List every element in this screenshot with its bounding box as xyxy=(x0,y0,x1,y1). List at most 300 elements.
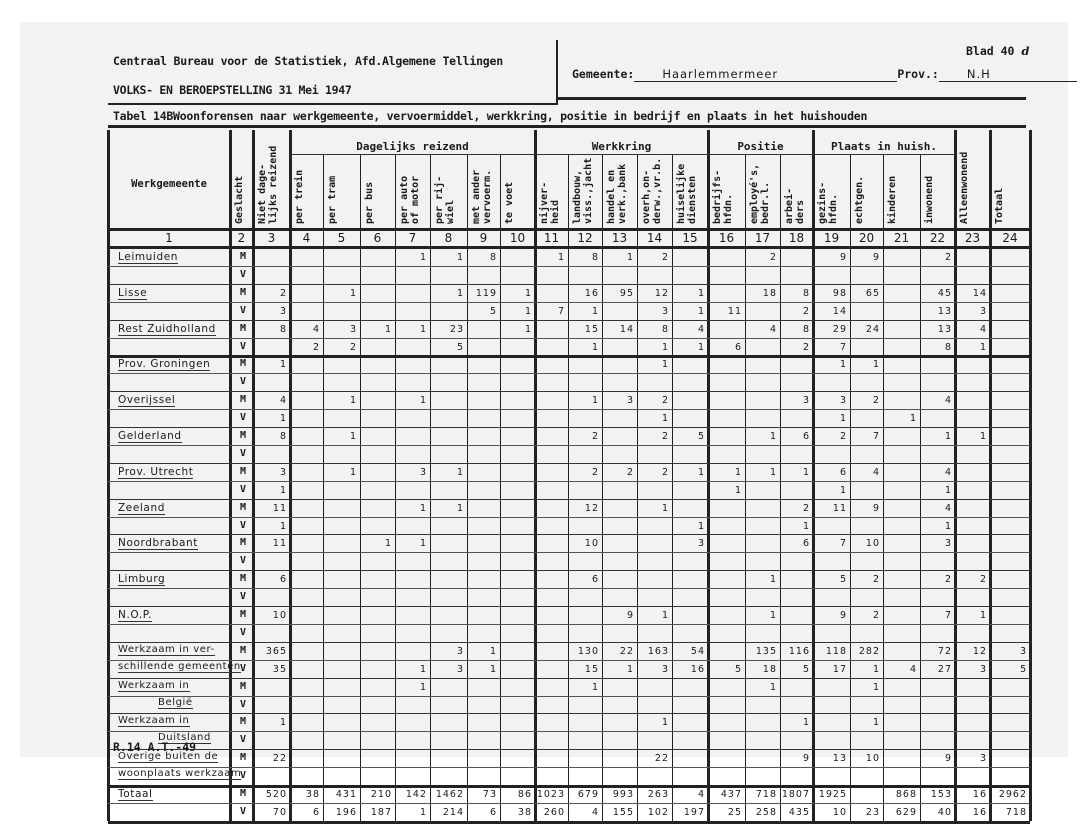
cell-value: 1 xyxy=(769,681,777,693)
sex-v: V xyxy=(239,555,247,567)
cell-value: 1 xyxy=(769,431,777,442)
cell-value: 142 xyxy=(405,789,427,800)
cell-value: 3 xyxy=(279,466,287,478)
cell-value: 70 xyxy=(272,806,287,818)
cell-value: 23 xyxy=(449,323,464,335)
column-rule xyxy=(883,154,884,821)
cell-value: 13 xyxy=(937,323,952,335)
cell-value: 1 xyxy=(697,287,705,299)
column-header-3: Niet dage- lijks reizend xyxy=(257,145,279,224)
cell-value: 10 xyxy=(272,610,287,621)
cell-value: 1 xyxy=(661,341,669,353)
column-number: 23 xyxy=(964,231,981,245)
sex-v: V xyxy=(239,805,247,817)
column-header-24: Totaal xyxy=(994,187,1005,224)
column-number: 11 xyxy=(543,231,560,245)
column-header-23: Alleenwonend xyxy=(959,151,970,224)
cell-value: 116 xyxy=(788,645,810,657)
column-number: 5 xyxy=(337,231,346,245)
cell-value: 98 xyxy=(832,287,847,299)
group-plaats-in-huish: Plaats in huish. xyxy=(831,140,937,153)
cell-value: 1 xyxy=(909,413,917,425)
cell-value: 2 xyxy=(979,574,987,586)
column-header-9: met ander vervoerm. xyxy=(471,169,493,224)
cell-value: 1 xyxy=(489,663,497,675)
cell-value: 3 xyxy=(979,305,987,317)
column-number: 18 xyxy=(788,231,805,245)
cell-value: 3 xyxy=(802,395,810,407)
cell-value: 718 xyxy=(1005,806,1027,818)
cell-value: 10 xyxy=(865,753,880,765)
cell-value: 16 xyxy=(972,789,987,800)
cell-value: 2 xyxy=(349,341,357,353)
cell-value: 27 xyxy=(937,663,952,675)
sex-v: V xyxy=(239,626,247,638)
cell-value: 9 xyxy=(839,252,847,263)
cell-value: 9 xyxy=(802,753,810,765)
column-header-11: nijver- heid xyxy=(539,181,561,224)
cell-value: 437 xyxy=(720,789,742,800)
cell-value: 8 xyxy=(802,323,810,335)
cell-value: 8 xyxy=(279,323,287,335)
row-rule xyxy=(108,570,1030,571)
cell-value: 12 xyxy=(654,287,669,299)
row-label: Limburg xyxy=(118,573,166,586)
row-label: Overijssel xyxy=(118,394,176,407)
cell-value: 1 xyxy=(661,610,669,621)
column-header-13: handel en verk.,bank xyxy=(606,163,628,224)
cell-value: 1 xyxy=(802,466,810,478)
cell-value: 7 xyxy=(872,431,880,442)
cell-value: 2 xyxy=(872,610,880,621)
cell-value: 629 xyxy=(895,806,917,818)
cell-value: 4 xyxy=(697,323,705,335)
census-title: VOLKS- EN BEROEPSTELLING 31 Mei 1947 xyxy=(113,83,352,97)
cell-value: 1 xyxy=(591,305,599,317)
sex-v: V xyxy=(239,734,247,746)
row-label: Gelderland xyxy=(118,430,182,442)
cell-value: 102 xyxy=(647,806,669,818)
cell-value: 22 xyxy=(654,753,669,765)
cell-value: 6 xyxy=(312,806,320,818)
prov-value: N.H xyxy=(939,67,1077,82)
row-rule xyxy=(108,266,1030,267)
column-header-19: gezins- hfdn. xyxy=(817,181,839,224)
cell-value: 14 xyxy=(832,305,847,317)
cell-value: 520 xyxy=(265,789,287,800)
cell-value: 7 xyxy=(839,538,847,550)
sheet-number xyxy=(966,44,1029,58)
row-rule xyxy=(108,427,1030,428)
cell-value: 65 xyxy=(865,287,880,299)
cell-value: 6 xyxy=(802,431,810,442)
cell-value: 1 xyxy=(419,395,427,407)
cell-value: 119 xyxy=(475,287,497,299)
cell-value: 4 xyxy=(979,323,987,335)
column-number: 19 xyxy=(823,231,840,245)
column-rule xyxy=(323,154,324,821)
cell-value: 1 xyxy=(456,466,464,478)
cell-value: 435 xyxy=(788,806,810,818)
cell-value: 4 xyxy=(944,466,952,478)
form-code: R.14 A.T.-49 xyxy=(113,740,197,754)
row-rule xyxy=(108,534,1030,535)
column-header-21: kinderen xyxy=(887,175,898,224)
cell-value: 6 xyxy=(839,466,847,478)
cell-value: 2 xyxy=(312,341,320,353)
cell-value: 3 xyxy=(279,305,287,317)
cell-value: 155 xyxy=(612,806,634,818)
cell-value: 9 xyxy=(626,610,634,621)
cell-value: 23 xyxy=(865,806,880,818)
row-label-continued: woonplaats werkzaam xyxy=(118,768,242,780)
cell-value: 1 xyxy=(944,431,952,442)
cell-value: 3 xyxy=(1019,645,1027,657)
cell-value: 3 xyxy=(661,305,669,317)
cell-value: 24 xyxy=(865,323,880,335)
row-rule xyxy=(108,409,1030,410)
cell-value: 130 xyxy=(577,645,599,657)
row-rule xyxy=(108,803,1030,804)
cell-value: 1 xyxy=(384,538,392,550)
cell-value: 4 xyxy=(944,395,952,407)
column-number: 9 xyxy=(479,231,488,245)
row-rule xyxy=(108,463,1030,464)
cell-value: 3 xyxy=(697,538,705,550)
cell-value: 13 xyxy=(937,305,952,317)
row-label: Rest Zuidholland xyxy=(118,322,216,335)
row-label: Werkzaam in ver- xyxy=(118,643,215,655)
column-number: 22 xyxy=(929,231,946,245)
sex-v: V xyxy=(239,519,247,531)
column-number: 24 xyxy=(1002,231,1018,245)
cell-value: 1 xyxy=(419,323,427,335)
cell-value: 1 xyxy=(697,520,705,532)
gemeente-field xyxy=(572,67,1077,82)
row-label: Prov. Groningen xyxy=(118,358,211,371)
column-number: 15 xyxy=(682,231,698,245)
cell-value: 1 xyxy=(769,466,777,478)
cell-value: 1 xyxy=(384,323,392,335)
cell-value: 1 xyxy=(626,663,634,675)
cell-value: 2 xyxy=(802,502,810,514)
column-header-4: per trein xyxy=(294,169,305,224)
group-werkkring: Werkkring xyxy=(591,140,652,153)
cell-value: 12 xyxy=(972,645,987,657)
sex-m: M xyxy=(239,609,247,620)
gemeente-value: Haarlemmermeer xyxy=(634,67,897,82)
cell-value: 4 xyxy=(591,806,599,818)
blad-suffix: d xyxy=(1021,44,1030,58)
column-rule xyxy=(360,154,361,821)
sex-v: V xyxy=(239,770,247,782)
cell-value: 9 xyxy=(839,610,847,621)
cell-value: 16 xyxy=(584,287,599,299)
cell-value: 1 xyxy=(456,252,464,263)
column-rule xyxy=(500,154,501,821)
cell-value: 5 xyxy=(456,341,464,353)
cell-value: 5 xyxy=(802,663,810,675)
row-rule xyxy=(108,284,1030,285)
cell-value: 1 xyxy=(944,520,952,532)
cell-value: 1 xyxy=(419,681,427,693)
cell-value: 1 xyxy=(769,610,777,621)
sex-v: V xyxy=(239,698,247,710)
column-number: 17 xyxy=(754,231,771,245)
cell-value: 187 xyxy=(370,806,392,818)
sex-m: M xyxy=(239,788,247,799)
cell-value: 1 xyxy=(419,502,427,514)
cell-value: 2 xyxy=(839,431,847,442)
column-number: 14 xyxy=(646,231,663,245)
cell-value: 868 xyxy=(895,789,917,800)
cell-value: 1 xyxy=(419,538,427,550)
cell-value: 11 xyxy=(272,538,287,550)
row-rule xyxy=(108,678,1030,679)
cell-value: 1 xyxy=(661,717,669,729)
row-rule xyxy=(108,713,1030,714)
header-divider xyxy=(556,40,558,103)
row-rule xyxy=(108,642,1030,643)
cell-value: 2 xyxy=(591,431,599,442)
cell-value: 14 xyxy=(972,287,987,299)
row-rule xyxy=(108,320,1030,321)
row-rule xyxy=(108,749,1030,750)
sex-m: M xyxy=(239,286,247,298)
cell-value: 1 xyxy=(279,717,287,729)
cell-value: 1 xyxy=(661,359,669,371)
cell-value: 135 xyxy=(755,645,777,657)
cell-value: 18 xyxy=(762,663,777,675)
cell-value: 1 xyxy=(349,287,357,299)
cell-value: 5 xyxy=(489,305,497,317)
cell-value: 1 xyxy=(349,431,357,442)
sex-m: M xyxy=(239,430,247,441)
group-dagelijks-reizend: Dagelijks reizend xyxy=(356,140,469,153)
column-number: 10 xyxy=(509,231,526,245)
cell-value: 196 xyxy=(335,806,357,818)
cell-value: 5 xyxy=(839,574,847,586)
sex-m: M xyxy=(239,537,247,549)
sex-v: V xyxy=(239,376,247,388)
cell-value: 282 xyxy=(858,645,880,657)
cell-value: 35 xyxy=(272,663,287,675)
cell-value: 38 xyxy=(517,806,532,818)
cell-value: 2 xyxy=(802,305,810,317)
cell-value: 1 xyxy=(839,359,847,371)
cell-value: 214 xyxy=(442,806,464,818)
cell-value: 2 xyxy=(661,252,669,263)
cell-value: 1 xyxy=(591,395,599,407)
cell-value: 2 xyxy=(944,574,952,586)
cell-value: 25 xyxy=(727,806,742,818)
row-label: Noordbrabant xyxy=(118,537,198,550)
gemeente-label: Gemeente: xyxy=(572,67,635,81)
cell-value: 10 xyxy=(584,538,599,550)
cell-value: 22 xyxy=(619,645,634,657)
sex-v: V xyxy=(239,662,247,674)
column-number: 6 xyxy=(373,231,382,245)
cell-value: 73 xyxy=(482,789,497,800)
row-rule xyxy=(108,767,1030,768)
cell-value: 17 xyxy=(832,663,847,675)
cell-value: 5 xyxy=(697,431,705,442)
cell-value: 1925 xyxy=(818,789,847,800)
cell-value: 72 xyxy=(937,645,952,657)
cell-value: 9 xyxy=(944,753,952,765)
cell-value: 4 xyxy=(279,395,287,407)
cell-value: 11 xyxy=(832,502,847,514)
cell-value: 3 xyxy=(456,645,464,657)
cell-value: 7 xyxy=(557,305,565,317)
cell-value: 258 xyxy=(755,806,777,818)
cell-value: 29 xyxy=(832,323,847,335)
header-rule-left xyxy=(108,103,558,105)
column-number: 12 xyxy=(577,231,593,245)
sex-m: M xyxy=(239,394,247,406)
sex-m: M xyxy=(239,752,247,764)
table-title: Tabel 14BWoonforensen naar werkgemeente, vervoermiddel, werkkring, positie in bedrijf en plaats in het huishouden xyxy=(113,109,868,123)
cell-value: 10 xyxy=(865,538,880,550)
cell-value: 16 xyxy=(690,663,705,675)
number-row-rule xyxy=(108,246,1030,249)
sex-v: V xyxy=(239,304,247,316)
cell-value: 2962 xyxy=(998,789,1027,800)
cell-value: 260 xyxy=(543,806,565,818)
cell-value: 3 xyxy=(839,395,847,407)
cell-value: 4 xyxy=(769,323,777,335)
cell-value: 8 xyxy=(279,431,287,442)
cell-value: 5 xyxy=(1019,663,1027,675)
cell-value: 1 xyxy=(769,574,777,586)
row-label: Lisse xyxy=(118,286,148,299)
sex-m: M xyxy=(239,322,247,334)
cell-value: 210 xyxy=(370,789,392,800)
cell-value: 1 xyxy=(456,287,464,299)
cell-value: 1 xyxy=(419,806,427,818)
column-header-2: Geslacht xyxy=(234,175,245,224)
cell-value: 2 xyxy=(591,466,599,478)
group-positie: Positie xyxy=(737,140,784,153)
cell-value: 3 xyxy=(349,323,357,335)
column-number: 8 xyxy=(444,231,453,245)
cell-value: 1 xyxy=(489,645,497,657)
sex-m: M xyxy=(239,644,247,656)
row-label: Werkzaam in xyxy=(118,715,190,727)
cell-value: 2 xyxy=(661,395,669,407)
cell-value: 2 xyxy=(626,466,634,478)
cell-value: 1 xyxy=(979,610,987,621)
cell-value: 6 xyxy=(802,538,810,550)
cell-value: 1 xyxy=(734,466,742,478)
cell-value: 1 xyxy=(697,466,705,478)
cell-value: 2 xyxy=(944,252,952,263)
cell-value: 3 xyxy=(419,466,427,478)
cell-value: 431 xyxy=(335,789,357,800)
cell-value: 16 xyxy=(972,806,987,818)
cell-value: 4 xyxy=(944,502,952,514)
cell-value: 1 xyxy=(349,466,357,478)
row-rule xyxy=(108,517,1030,518)
column-header-20: echtgen. xyxy=(854,175,865,224)
cell-value: 3 xyxy=(979,753,987,765)
row-rule xyxy=(108,696,1030,697)
column-header-18: arbei- ders xyxy=(784,187,806,224)
row-label: Totaal xyxy=(118,788,153,800)
cell-value: 15 xyxy=(584,323,599,335)
cell-value: 4 xyxy=(909,663,917,675)
sex-v: V xyxy=(239,447,247,459)
column-rule xyxy=(672,154,673,821)
cell-value: 4 xyxy=(312,323,320,335)
cell-value: 1 xyxy=(524,287,532,299)
cell-value: 2 xyxy=(661,466,669,478)
row-label-continued: schillende gemeenten xyxy=(118,660,241,672)
cell-value: 1 xyxy=(279,359,287,371)
row-label: Werkzaam in xyxy=(118,679,190,691)
institution-line: Centraal Bureau voor de Statistiek, Afd.Algemene Tellingen xyxy=(113,54,503,68)
cell-value: 2 xyxy=(802,341,810,353)
table-bottom-rule xyxy=(108,821,1030,824)
cell-value: 86 xyxy=(517,789,532,800)
cell-value: 10 xyxy=(832,806,847,818)
cell-value: 1 xyxy=(802,717,810,729)
cell-value: 1 xyxy=(279,484,287,496)
row-label-continued: België xyxy=(158,696,193,708)
cell-value: 3 xyxy=(661,663,669,675)
column-header-8: per rij- wiel xyxy=(434,175,456,224)
column-number: 1 xyxy=(165,231,173,245)
cell-value: 1 xyxy=(802,520,810,532)
cell-value: 163 xyxy=(647,645,669,657)
sex-m: M xyxy=(239,465,247,477)
column-number: 7 xyxy=(408,231,417,245)
cell-value: 2 xyxy=(872,574,880,586)
cell-value: 8 xyxy=(591,252,599,263)
cell-value: 14 xyxy=(619,323,634,335)
cell-value: 1 xyxy=(524,323,532,335)
cell-value: 7 xyxy=(944,610,952,621)
sex-v: V xyxy=(239,483,247,495)
cell-value: 718 xyxy=(755,789,777,800)
cell-value: 1 xyxy=(734,484,742,496)
column-number: 2 xyxy=(237,231,246,245)
prov-label: Prov.: xyxy=(897,67,939,81)
sex-v: V xyxy=(239,340,247,352)
cell-value: 1807 xyxy=(781,789,810,800)
sex-m: M xyxy=(239,501,247,513)
cell-value: 1 xyxy=(456,502,464,514)
cell-value: 1 xyxy=(349,395,357,407)
cell-value: 1 xyxy=(524,305,532,317)
cell-value: 40 xyxy=(937,806,952,818)
cell-value: 1 xyxy=(872,359,880,371)
cell-value: 18 xyxy=(762,287,777,299)
column-header-22: inwonend xyxy=(924,175,935,224)
row-rule xyxy=(108,606,1030,607)
group-header-rule xyxy=(290,154,955,155)
cell-value: 6 xyxy=(591,574,599,586)
cell-value: 3 xyxy=(626,395,634,407)
blad-label: Blad 40 xyxy=(966,44,1015,58)
column-number: 20 xyxy=(858,231,875,245)
cell-value: 679 xyxy=(577,789,599,800)
row-rule xyxy=(108,481,1030,482)
cell-value: 8 xyxy=(802,287,810,299)
cell-value: 8 xyxy=(944,341,952,353)
cell-value: 13 xyxy=(832,753,847,765)
cell-value: 2 xyxy=(769,252,777,263)
